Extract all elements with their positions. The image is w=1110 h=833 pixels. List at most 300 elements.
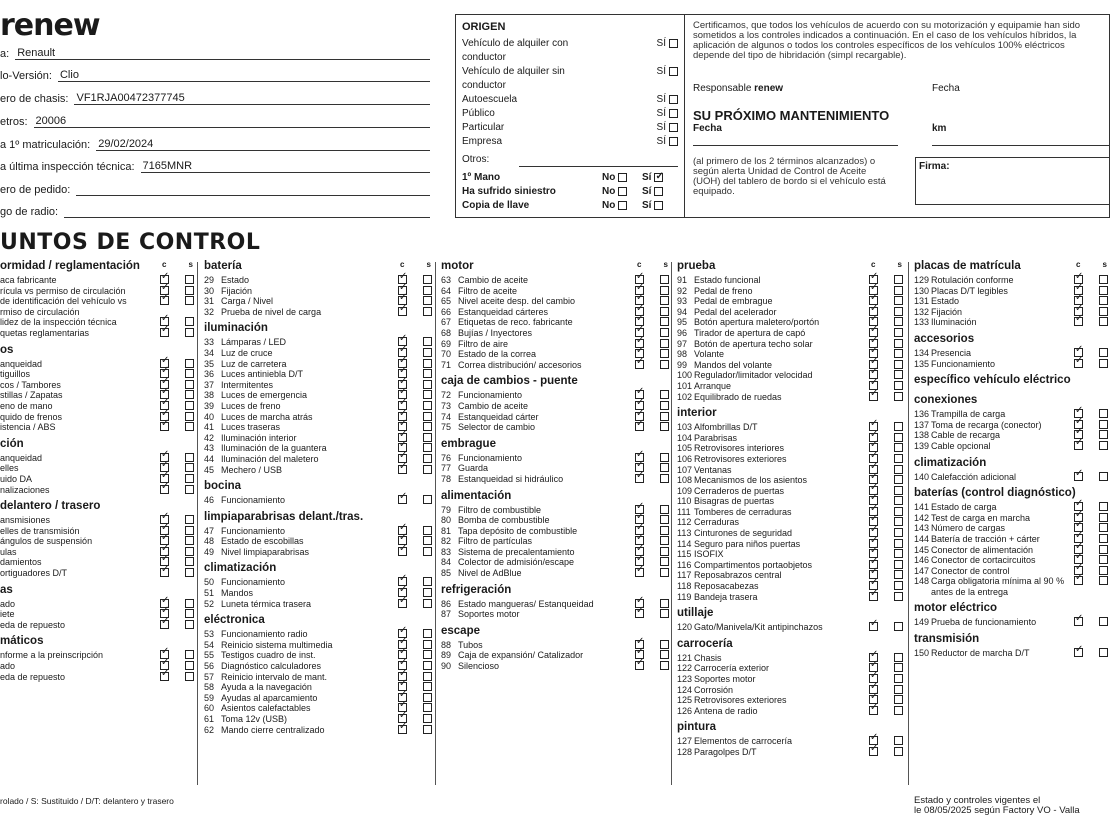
substituted-checkbox[interactable] <box>423 369 432 378</box>
substituted-checkbox[interactable] <box>894 496 903 505</box>
item-label: Filtro de partículas <box>458 536 533 547</box>
substituted-checkbox[interactable] <box>660 339 669 348</box>
substituted-checkbox[interactable] <box>185 650 194 659</box>
substituted-checkbox[interactable] <box>185 568 194 577</box>
control-item <box>204 495 434 506</box>
substituted-checkbox[interactable] <box>1099 472 1108 481</box>
item-number: 144 <box>914 533 930 544</box>
control-item <box>441 609 671 620</box>
item-number: 139 <box>914 440 930 451</box>
substituted-checkbox[interactable] <box>423 588 432 597</box>
no-checkbox[interactable] <box>618 187 627 196</box>
substituted-checkbox[interactable] <box>894 653 903 662</box>
substituted-checkbox[interactable] <box>660 474 669 483</box>
item-label: Pedal de freno <box>694 285 753 296</box>
substituted-checkbox[interactable] <box>423 380 432 389</box>
item-number: 143 <box>914 523 930 534</box>
substituted-checkbox[interactable] <box>1099 648 1108 657</box>
substituted-checkbox[interactable] <box>1099 317 1108 326</box>
controlled-checkbox[interactable] <box>398 725 407 734</box>
substituted-checkbox[interactable] <box>894 475 903 484</box>
substituted-checkbox[interactable] <box>660 412 669 421</box>
item-label: Funcionamiento <box>221 525 286 536</box>
group-title: placas de matrícula c s <box>914 260 1110 275</box>
substituted-checkbox[interactable] <box>185 672 194 681</box>
substituted-checkbox[interactable] <box>660 296 669 305</box>
substituted-checkbox[interactable] <box>660 526 669 535</box>
item-label: de identificación del vehículo vs <box>0 296 127 307</box>
item-label: Mandos <box>221 588 254 599</box>
info-field-label: a: <box>0 48 10 60</box>
substituted-checkbox[interactable] <box>423 547 432 556</box>
control-item <box>204 599 434 610</box>
substituted-checkbox[interactable] <box>894 296 903 305</box>
substituted-checkbox[interactable] <box>660 536 669 545</box>
fecha-label: Fecha <box>932 83 960 94</box>
substituted-checkbox[interactable] <box>423 526 432 535</box>
item-label: ulas <box>0 546 17 557</box>
substituted-checkbox[interactable] <box>894 736 903 745</box>
control-column <box>441 260 671 672</box>
control-item <box>914 359 1110 370</box>
substituted-checkbox[interactable] <box>660 650 669 659</box>
substituted-checkbox[interactable] <box>1099 576 1108 585</box>
substituted-checkbox[interactable] <box>185 401 194 410</box>
item-number: 118 <box>677 581 692 592</box>
origen-box <box>455 14 685 218</box>
substituted-checkbox[interactable] <box>894 685 903 694</box>
substituted-checkbox[interactable] <box>423 454 432 463</box>
substituted-checkbox[interactable] <box>423 714 432 723</box>
item-number: 130 <box>914 285 930 296</box>
substituted-checkbox[interactable] <box>423 725 432 734</box>
substituted-checkbox[interactable] <box>894 275 903 284</box>
info-field-label: ero de chasis: <box>0 93 69 105</box>
controlled-checkbox[interactable] <box>160 328 169 337</box>
controlled-checkbox[interactable] <box>398 495 407 504</box>
substituted-checkbox[interactable] <box>423 275 432 284</box>
substituted-checkbox[interactable] <box>423 443 432 452</box>
substituted-checkbox[interactable] <box>660 286 669 295</box>
item-label: Funcionamiento <box>221 577 286 588</box>
controlled-checkbox[interactable] <box>869 622 878 631</box>
si-checkbox[interactable] <box>669 95 678 104</box>
item-label: Carga obligatoria mínima al 90 % <box>931 576 1065 587</box>
si-label: Sí <box>642 186 652 197</box>
substituted-checkbox[interactable] <box>423 348 432 357</box>
substituted-checkbox[interactable] <box>660 505 669 514</box>
substituted-checkbox[interactable] <box>894 443 903 452</box>
controlled-checkbox[interactable] <box>398 465 407 474</box>
substituted-checkbox[interactable] <box>185 380 194 389</box>
group-title: motor c s <box>441 260 671 275</box>
substituted-checkbox[interactable] <box>185 474 194 483</box>
substituted-checkbox[interactable] <box>894 422 903 431</box>
substituted-checkbox[interactable] <box>894 381 903 390</box>
substituted-checkbox[interactable] <box>423 433 432 442</box>
controlled-checkbox[interactable] <box>1074 359 1083 368</box>
substituted-checkbox[interactable] <box>1099 420 1108 429</box>
controlled-checkbox[interactable] <box>160 620 169 629</box>
control-item <box>204 465 434 476</box>
substituted-checkbox[interactable] <box>1099 534 1108 543</box>
substituted-checkbox[interactable] <box>185 390 194 399</box>
substituted-checkbox[interactable] <box>185 328 194 337</box>
item-number: 101 <box>677 380 693 391</box>
controlled-checkbox[interactable] <box>398 547 407 556</box>
item-number: 120 <box>677 622 693 633</box>
item-number: 114 <box>677 538 692 549</box>
substituted-checkbox[interactable] <box>423 495 432 504</box>
item-label: Filtro de combustible <box>458 504 542 515</box>
si-checkbox[interactable] <box>669 123 678 132</box>
substituted-checkbox[interactable] <box>185 599 194 608</box>
substituted-checkbox[interactable] <box>423 577 432 586</box>
footer-legend: rolado / S: Sustituido / D/T: delantero y trasero <box>0 796 174 806</box>
info-field-value[interactable]: Renault <box>15 47 430 60</box>
si-checkbox[interactable] <box>669 39 678 48</box>
substituted-checkbox[interactable] <box>1099 566 1108 575</box>
substituted-checkbox[interactable] <box>894 581 903 590</box>
substituted-checkbox[interactable] <box>423 465 432 474</box>
controlled-checkbox[interactable] <box>869 706 878 715</box>
si-checkbox[interactable] <box>669 137 678 146</box>
no-checkbox[interactable] <box>618 173 627 182</box>
substituted-checkbox[interactable] <box>894 433 903 442</box>
info-field-value[interactable] <box>64 205 430 218</box>
substituted-checkbox[interactable] <box>423 286 432 295</box>
controlled-checkbox[interactable] <box>635 360 644 369</box>
substituted-checkbox[interactable] <box>660 317 669 326</box>
substituted-checkbox[interactable] <box>423 599 432 608</box>
si-checkbox[interactable] <box>654 201 663 210</box>
substituted-checkbox[interactable] <box>423 629 432 638</box>
substituted-checkbox[interactable] <box>660 547 669 556</box>
si-label: SÍ <box>656 122 666 133</box>
group-title: batería c s <box>204 260 434 275</box>
item-number: 131 <box>914 296 930 307</box>
substituted-checkbox[interactable] <box>894 486 903 495</box>
substituted-checkbox[interactable] <box>423 412 432 421</box>
substituted-checkbox[interactable] <box>894 674 903 683</box>
item-number: 72 <box>441 390 452 401</box>
substituted-checkbox[interactable] <box>185 369 194 378</box>
substituted-checkbox[interactable] <box>185 557 194 566</box>
substituted-checkbox[interactable] <box>185 463 194 472</box>
item-label: Estado <box>931 296 960 307</box>
substituted-checkbox[interactable] <box>660 661 669 670</box>
item-number: 59 <box>204 692 215 703</box>
controlled-checkbox[interactable] <box>635 609 644 618</box>
item-label: Retrovisores exteriores <box>694 453 787 464</box>
substituted-checkbox[interactable] <box>185 515 194 524</box>
substituted-checkbox[interactable] <box>894 339 903 348</box>
substituted-checkbox[interactable] <box>185 620 194 629</box>
item-number: 148 <box>914 576 930 587</box>
substituted-checkbox[interactable] <box>894 695 903 704</box>
substituted-checkbox[interactable] <box>894 539 903 548</box>
substituted-checkbox[interactable] <box>660 275 669 284</box>
origen-bottom-row <box>462 171 678 185</box>
origen-label: Autoescuela <box>462 94 518 105</box>
controlled-checkbox[interactable] <box>635 474 644 483</box>
controlled-checkbox[interactable] <box>1074 617 1083 626</box>
substituted-checkbox[interactable] <box>423 422 432 431</box>
controlled-checkbox[interactable] <box>1074 441 1083 450</box>
controlled-checkbox[interactable] <box>635 568 644 577</box>
item-label: Carrocería exterior <box>694 663 770 674</box>
substituted-checkbox[interactable] <box>185 526 194 535</box>
substituted-checkbox[interactable] <box>894 747 903 756</box>
info-field-value[interactable]: 20006 <box>34 115 430 128</box>
substituted-checkbox[interactable] <box>423 536 432 545</box>
si-checkbox[interactable] <box>654 173 663 182</box>
controlled-checkbox[interactable] <box>398 307 407 316</box>
substituted-checkbox[interactable] <box>185 412 194 421</box>
item-number: 66 <box>441 306 452 317</box>
controlled-checkbox[interactable] <box>635 661 644 670</box>
substituted-checkbox[interactable] <box>423 359 432 368</box>
item-label: Luz de carretera <box>221 358 287 369</box>
info-field-value[interactable]: 7165MNR <box>141 160 430 173</box>
substituted-checkbox[interactable] <box>660 568 669 577</box>
item-number: 142 <box>914 512 930 523</box>
origen-label: Vehículo de alquiler sin conductor <box>462 66 565 91</box>
controlled-checkbox[interactable] <box>869 592 878 601</box>
substituted-checkbox[interactable] <box>660 390 669 399</box>
item-label: ISOFIX <box>694 549 724 560</box>
substituted-checkbox[interactable] <box>423 703 432 712</box>
substituted-checkbox[interactable] <box>185 609 194 618</box>
controlled-checkbox[interactable] <box>1074 576 1083 585</box>
substituted-checkbox[interactable] <box>894 392 903 401</box>
substituted-checkbox[interactable] <box>1099 617 1108 626</box>
substituted-checkbox[interactable] <box>894 706 903 715</box>
substituted-checkbox[interactable] <box>185 485 194 494</box>
col-header-c: c <box>1076 260 1081 269</box>
item-number: 75 <box>441 422 452 433</box>
substituted-checkbox[interactable] <box>1099 523 1108 532</box>
control-item <box>914 472 1110 483</box>
item-number: 51 <box>204 588 215 599</box>
item-label: Iluminación interior <box>221 432 297 443</box>
controlled-checkbox[interactable] <box>635 422 644 431</box>
column-divider <box>671 262 672 785</box>
item-number: 132 <box>914 306 930 317</box>
substituted-checkbox[interactable] <box>894 549 903 558</box>
substituted-checkbox[interactable] <box>894 622 903 631</box>
substituted-checkbox[interactable] <box>185 453 194 462</box>
substituted-checkbox[interactable] <box>1099 430 1108 439</box>
item-number: 141 <box>914 502 930 513</box>
item-number: 39 <box>204 400 215 411</box>
group-title: ción <box>0 437 24 450</box>
control-item <box>0 422 196 433</box>
substituted-checkbox[interactable] <box>423 682 432 691</box>
substituted-checkbox[interactable] <box>423 296 432 305</box>
substituted-checkbox[interactable] <box>185 547 194 556</box>
substituted-checkbox[interactable] <box>1099 513 1108 522</box>
substituted-checkbox[interactable] <box>660 515 669 524</box>
controlled-checkbox[interactable] <box>160 422 169 431</box>
substituted-checkbox[interactable] <box>1099 555 1108 564</box>
substituted-checkbox[interactable] <box>660 401 669 410</box>
si-checkbox[interactable] <box>669 67 678 76</box>
substituted-checkbox[interactable] <box>660 557 669 566</box>
substituted-checkbox[interactable] <box>185 359 194 368</box>
item-label: Luneta térmica trasera <box>221 598 312 609</box>
substituted-checkbox[interactable] <box>1099 348 1108 357</box>
controlled-checkbox[interactable] <box>869 747 878 756</box>
substituted-checkbox[interactable] <box>894 360 903 369</box>
substituted-checkbox[interactable] <box>185 661 194 670</box>
item-number: 67 <box>441 317 452 328</box>
info-field-value[interactable]: Clio <box>58 69 430 82</box>
item-number: 119 <box>677 591 692 602</box>
substituted-checkbox[interactable] <box>894 317 903 326</box>
substituted-checkbox[interactable] <box>1099 307 1108 316</box>
substituted-checkbox[interactable] <box>423 650 432 659</box>
info-field-label: lo-Versión: <box>0 70 52 82</box>
substituted-checkbox[interactable] <box>1099 409 1108 418</box>
substituted-checkbox[interactable] <box>660 307 669 316</box>
item-label: Reposacabezas <box>694 581 759 592</box>
substituted-checkbox[interactable] <box>894 349 903 358</box>
substituted-checkbox[interactable] <box>423 693 432 702</box>
item-label: Luces de emergencia <box>221 390 308 401</box>
responsable: Responsable renew <box>693 83 784 94</box>
item-label: Rotulación conforme <box>931 275 1014 285</box>
substituted-checkbox[interactable] <box>185 286 194 295</box>
mant-km: km <box>932 123 947 134</box>
substituted-checkbox[interactable] <box>660 422 669 431</box>
substituted-checkbox[interactable] <box>1099 275 1108 284</box>
substituted-checkbox[interactable] <box>660 328 669 337</box>
substituted-checkbox[interactable] <box>894 570 903 579</box>
substituted-checkbox[interactable] <box>660 609 669 618</box>
substituted-checkbox[interactable] <box>660 349 669 358</box>
si-checkbox[interactable] <box>669 109 678 118</box>
substituted-checkbox[interactable] <box>185 536 194 545</box>
controlled-checkbox[interactable] <box>869 392 878 401</box>
origen-bottom-row <box>462 199 678 213</box>
item-number: 97 <box>677 338 688 349</box>
item-label: Número de cargas <box>931 523 1006 534</box>
substituted-checkbox[interactable] <box>894 560 903 569</box>
controlled-checkbox[interactable] <box>160 672 169 681</box>
substituted-checkbox[interactable] <box>894 286 903 295</box>
substituted-checkbox[interactable] <box>660 640 669 649</box>
item-label: Cinturones de seguridad <box>694 528 793 539</box>
item-label: aca fabricante <box>0 275 57 285</box>
substituted-checkbox[interactable] <box>894 370 903 379</box>
group-title: caja de cambios - puente <box>441 375 578 388</box>
info-field-value[interactable]: 29/02/2024 <box>96 138 430 151</box>
substituted-checkbox[interactable] <box>1099 286 1108 295</box>
item-number: 108 <box>677 475 693 486</box>
control-item <box>677 706 905 717</box>
substituted-checkbox[interactable] <box>660 599 669 608</box>
controlled-checkbox[interactable] <box>1074 472 1083 481</box>
substituted-checkbox[interactable] <box>1099 545 1108 554</box>
no-checkbox[interactable] <box>618 201 627 210</box>
substituted-checkbox[interactable] <box>894 465 903 474</box>
substituted-checkbox[interactable] <box>1099 441 1108 450</box>
item-number: 85 <box>441 568 452 579</box>
substituted-checkbox[interactable] <box>894 328 903 337</box>
info-field-value[interactable]: VF1RJA00472377745 <box>74 92 430 105</box>
substituted-checkbox[interactable] <box>1099 359 1108 368</box>
controlled-checkbox[interactable] <box>160 485 169 494</box>
substituted-checkbox[interactable] <box>660 360 669 369</box>
item-label: Reductor de marcha D/T <box>931 648 1030 659</box>
substituted-checkbox[interactable] <box>1099 502 1108 511</box>
substituted-checkbox[interactable] <box>894 454 903 463</box>
substituted-checkbox[interactable] <box>185 296 194 305</box>
item-number: 56 <box>204 661 215 672</box>
firma-box[interactable]: Firma: <box>915 157 1110 205</box>
controlled-checkbox[interactable] <box>398 599 407 608</box>
item-label: Estado mangueras/ Estanqueidad <box>458 598 594 609</box>
substituted-checkbox[interactable] <box>423 672 432 681</box>
substituted-checkbox[interactable] <box>894 307 903 316</box>
info-field-value[interactable] <box>76 183 430 196</box>
substituted-checkbox[interactable] <box>423 661 432 670</box>
substituted-checkbox[interactable] <box>894 517 903 526</box>
substituted-checkbox[interactable] <box>660 453 669 462</box>
controlled-checkbox[interactable] <box>160 296 169 305</box>
substituted-checkbox[interactable] <box>423 401 432 410</box>
controlled-checkbox[interactable] <box>1074 317 1083 326</box>
item-number: 129 <box>914 275 930 285</box>
substituted-checkbox[interactable] <box>894 507 903 516</box>
substituted-checkbox[interactable] <box>894 592 903 601</box>
substituted-checkbox[interactable] <box>423 390 432 399</box>
controlled-checkbox[interactable] <box>160 568 169 577</box>
substituted-checkbox[interactable] <box>423 640 432 649</box>
item-number: 111 <box>677 506 691 517</box>
si-checkbox[interactable] <box>654 187 663 196</box>
substituted-checkbox[interactable] <box>423 337 432 346</box>
substituted-checkbox[interactable] <box>894 528 903 537</box>
item-number: 105 <box>677 443 693 454</box>
control-item <box>677 592 905 603</box>
substituted-checkbox[interactable] <box>423 307 432 316</box>
substituted-checkbox[interactable] <box>185 275 194 284</box>
controlled-checkbox[interactable] <box>1074 648 1083 657</box>
item-number: 77 <box>441 463 452 474</box>
substituted-checkbox[interactable] <box>185 422 194 431</box>
substituted-checkbox[interactable] <box>894 663 903 672</box>
control-item <box>0 328 196 339</box>
item-label: Selector de cambio <box>458 422 536 433</box>
item-label: Parabrisas <box>694 432 738 443</box>
item-label: elles <box>0 463 19 474</box>
item-label: Compartimentos portaobjetos <box>694 559 813 570</box>
column-divider <box>435 262 436 785</box>
substituted-checkbox[interactable] <box>185 317 194 326</box>
item-number: 48 <box>204 536 215 547</box>
item-number: 41 <box>204 422 215 433</box>
item-label: Luces antiniebla D/T <box>221 369 304 380</box>
item-label: rícula vs permiso de circulación <box>0 285 126 296</box>
substituted-checkbox[interactable] <box>660 463 669 472</box>
substituted-checkbox[interactable] <box>1099 296 1108 305</box>
item-label: Paragolpes D/T <box>694 746 757 757</box>
certificate-box <box>685 14 1110 218</box>
origen-row <box>462 121 678 135</box>
item-number: 60 <box>204 703 215 714</box>
